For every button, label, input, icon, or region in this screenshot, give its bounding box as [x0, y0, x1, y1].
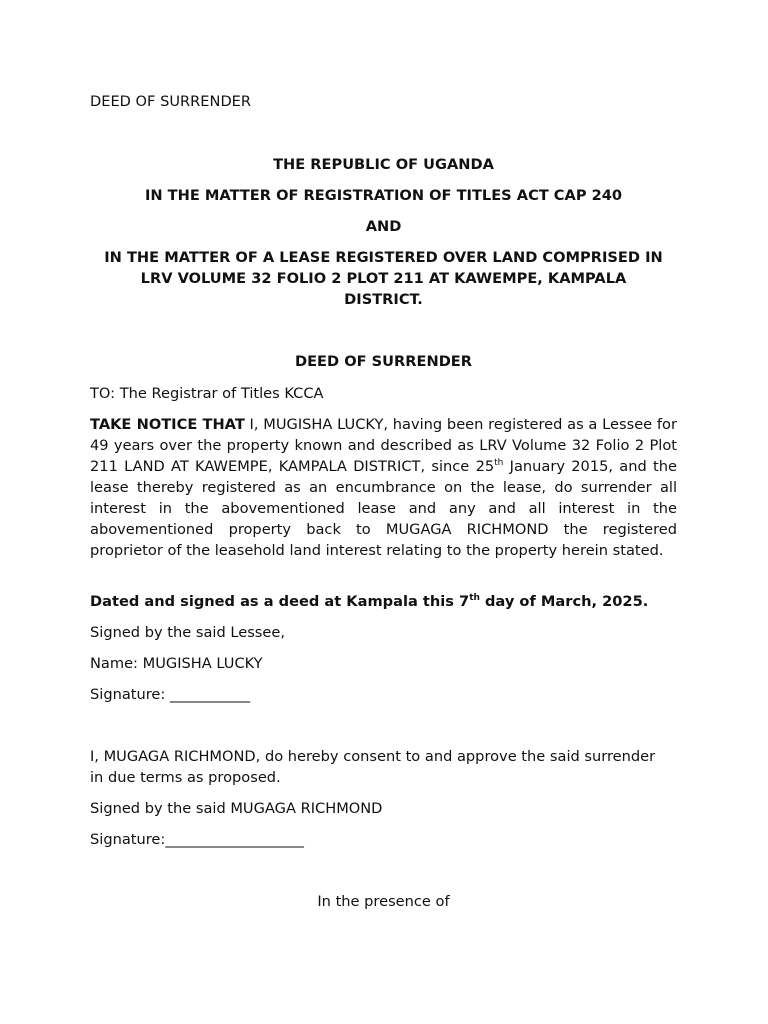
matter-lease-heading-line1: IN THE MATTER OF A LEASE REGISTERED OVER LAND COMPRISED IN [104, 249, 663, 266]
notice-paragraph [90, 414, 677, 561]
notice-body-sup: th [494, 458, 504, 468]
lessee-name: Name: MUGISHA LUCKY [90, 655, 263, 672]
dated-part2: day of March, 2025. [479, 593, 649, 610]
dated-sup: th [469, 593, 480, 603]
consent-signed-by: Signed by the said MUGAGA RICHMOND [90, 800, 383, 817]
notice-lead: TAKE NOTICE THAT [90, 416, 245, 433]
lessee-signed-by: Signed by the said Lessee, [90, 624, 285, 641]
presence-line: In the presence of [317, 893, 450, 910]
matter-lease-heading-line3: DISTRICT. [344, 291, 423, 308]
matter-act-heading: IN THE MATTER OF REGISTRATION OF TITLES ACT CAP 240 [144, 187, 623, 204]
consent-line1: I, MUGAGA RICHMOND, do hereby consent to and approve the said surrender [90, 748, 656, 765]
notice-body-part1: I, MUGISHA LUCKY, having been registered as a Lessee for 49 years over the property known and described as LRV Volume 32 Folio 2 Plot 211 LAND AT KAWEMPE, KAMPALA DISTRICT, since 25 [90, 416, 677, 475]
deed-title: DEED OF SURRENDER [294, 353, 473, 370]
header-label: DEED OF SURRENDER [90, 93, 252, 110]
lessee-signature: Signature: ___________ [90, 686, 251, 703]
consent-signature: Signature:___________________ [90, 831, 304, 848]
consent-line2: in due terms as proposed. [90, 769, 281, 786]
and-heading: AND [365, 218, 402, 235]
notice-body-part2: January 2015, and the lease thereby registered as an encumbrance on the lease, do surrender all interest in the abovementioned lease and any and all interest in the abovementioned property back to MUGAGA RICHMOND the registered proprietor of the leasehold land interest relating to the property herein stated. [90, 458, 677, 559]
matter-lease-heading-line2: LRV VOLUME 32 FOLIO 2 PLOT 211 AT KAWEMPE, KAMPALA [140, 270, 627, 287]
dated-line [90, 591, 677, 612]
republic-heading: THE REPUBLIC OF UGANDA [273, 156, 494, 173]
dated-part1: Dated and signed as a deed at Kampala this 7 [90, 593, 470, 610]
addressee: TO: The Registrar of Titles KCCA [90, 385, 324, 402]
